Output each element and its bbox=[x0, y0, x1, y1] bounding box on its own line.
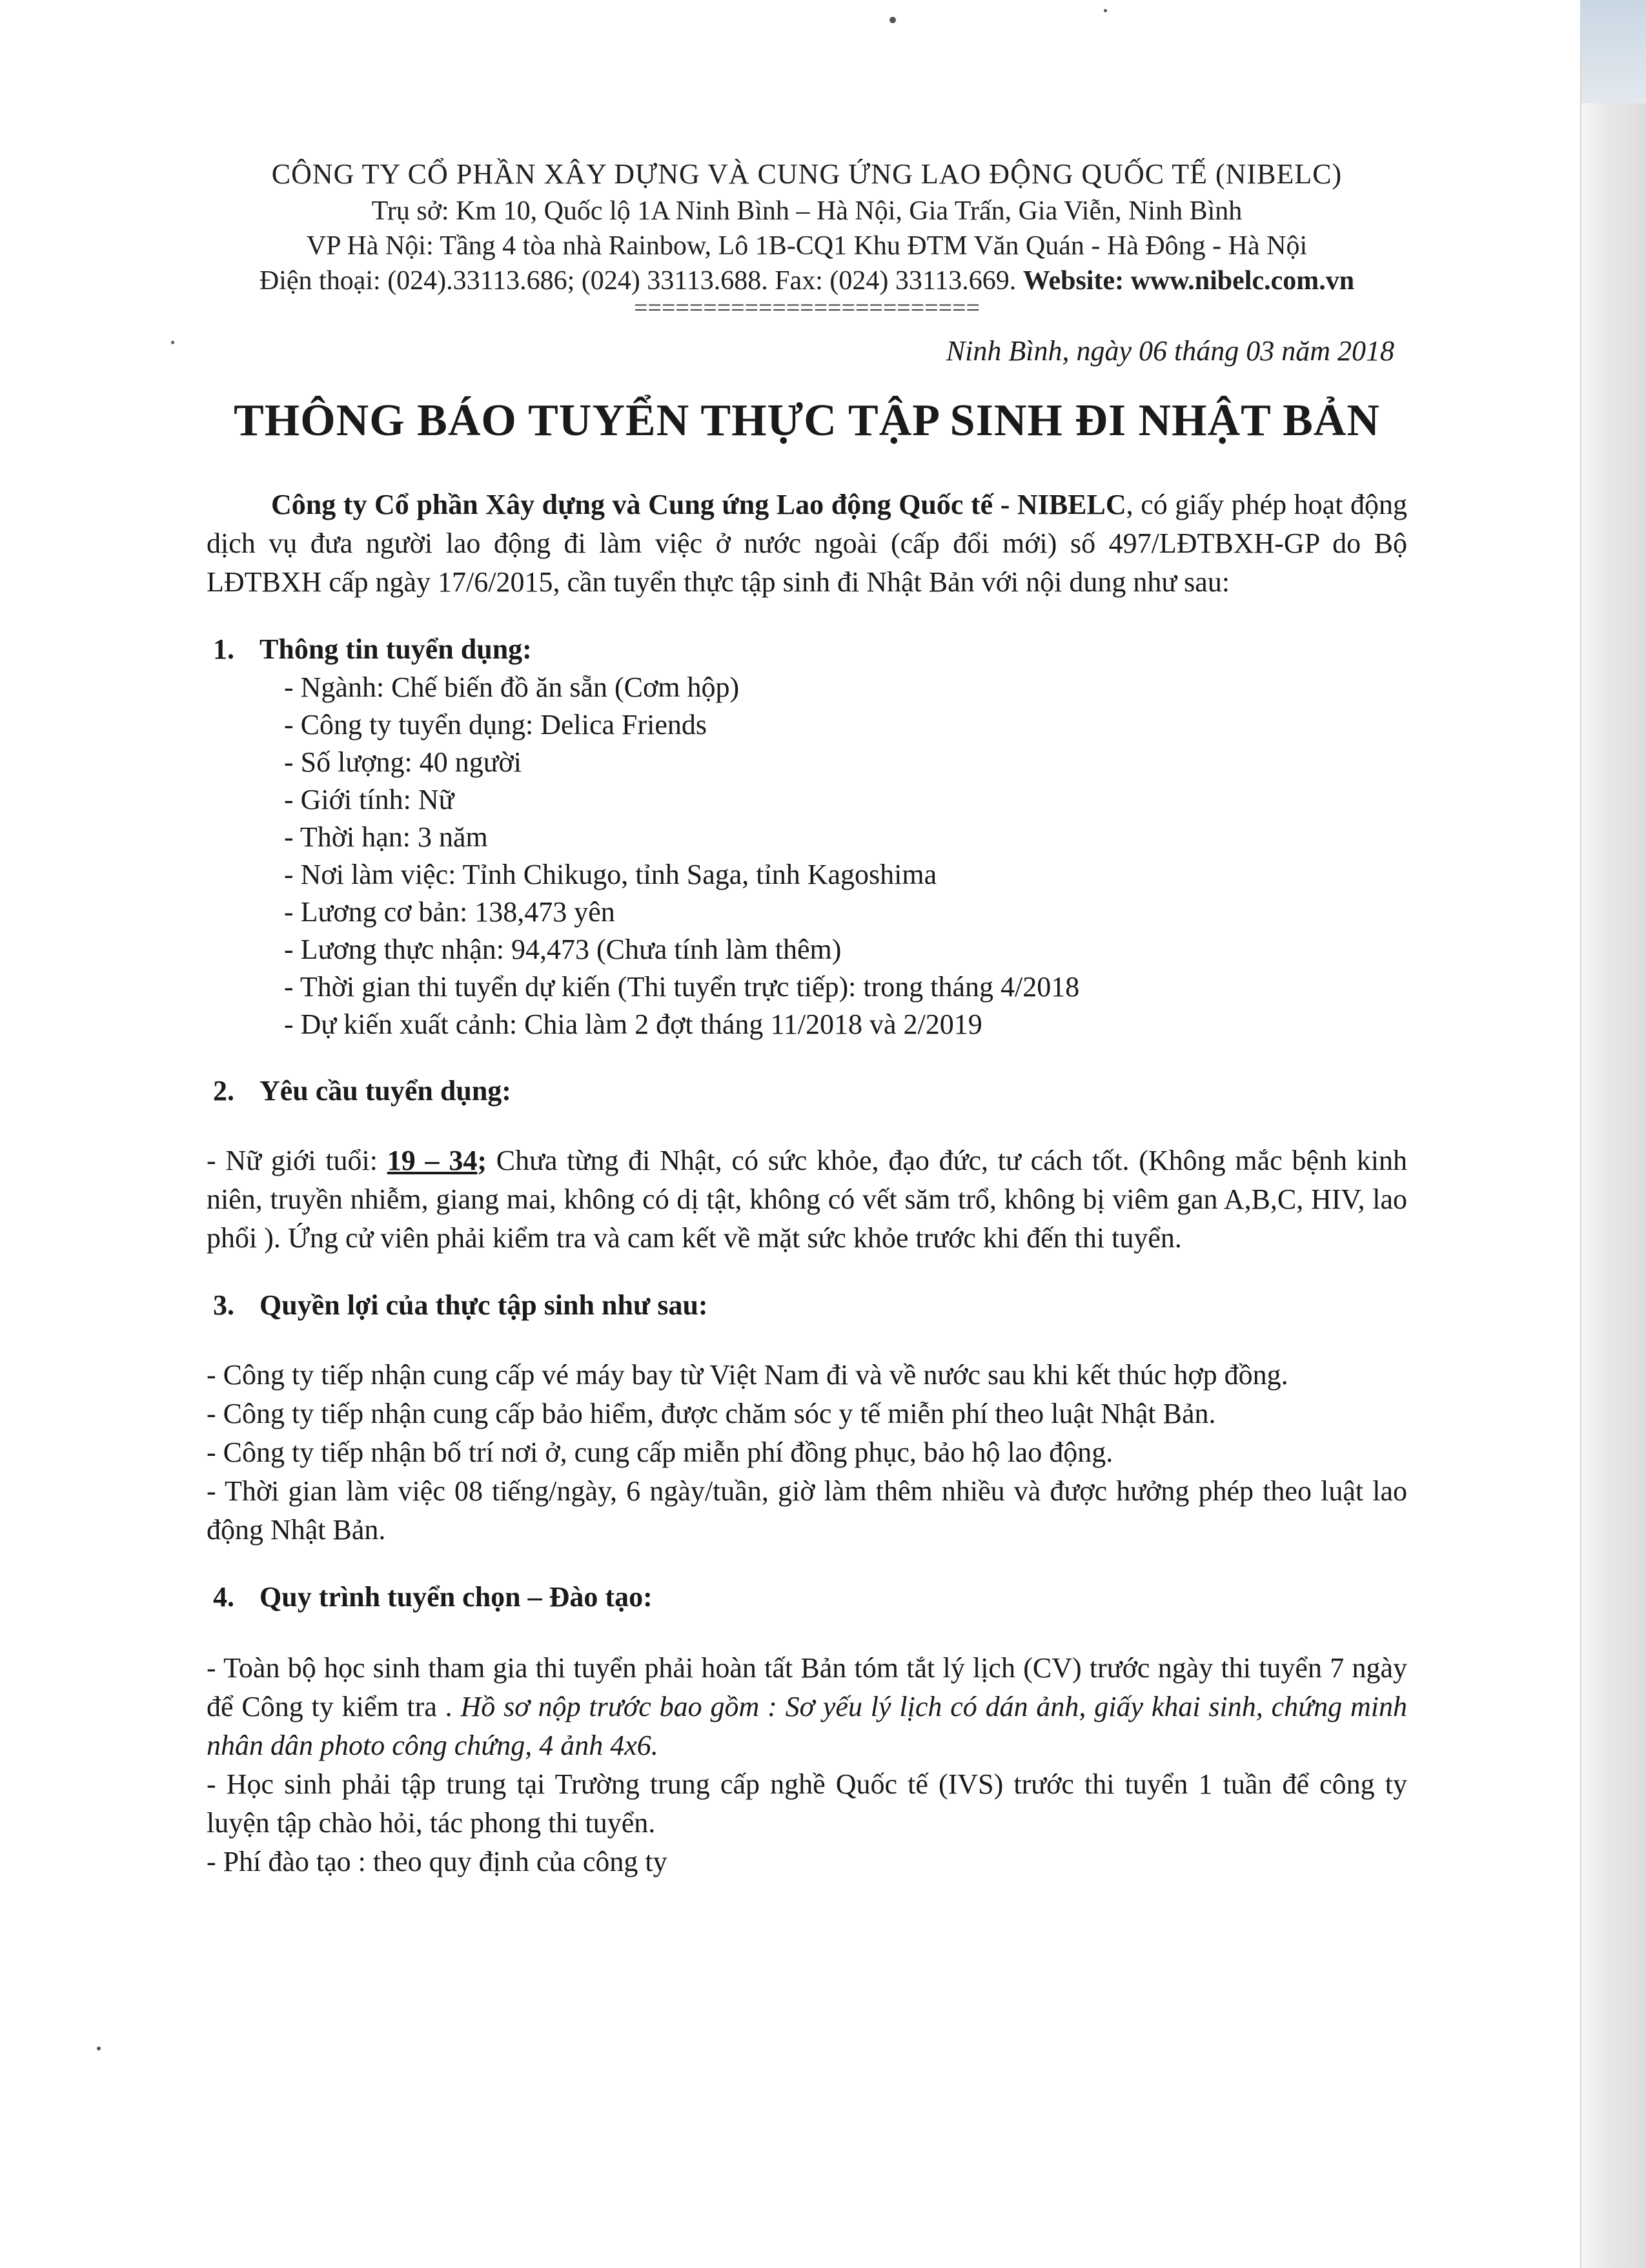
scan-speck bbox=[97, 2047, 101, 2050]
list-item bbox=[207, 1649, 1407, 1765]
hanoi-office-address: VP Hà Nội: Tầng 4 tòa nhà Rainbow, Lô 1B-CQ1 Khu ĐTM Văn Quán - Hà Đông - Hà Nội bbox=[306, 231, 1308, 261]
recruitment-info-list bbox=[207, 669, 1407, 1043]
section-process bbox=[207, 1578, 1407, 1881]
list-item: - Số lượng: 40 người bbox=[284, 746, 522, 778]
section-heading bbox=[207, 1578, 1407, 1617]
process-text: - Toàn bộ học sinh tham gia thi tuyển phải hoàn tất Bản tóm tắt lý lịch (CV) trước ngày thi tuyển 7 ngày để Công ty kiểm tra . bbox=[207, 1652, 1407, 1722]
list-item: - Công ty tiếp nhận bố trí nơi ở, cung cấp miễn phí đồng phục, bảo hộ lao động. bbox=[207, 1436, 1113, 1468]
section-number: 2. bbox=[213, 1075, 234, 1107]
list-item: - Lương thực nhận: 94,473 (Chưa tính làm thêm) bbox=[284, 934, 842, 965]
section-title: Yêu cầu tuyển dụng: bbox=[259, 1075, 511, 1107]
list-item: - Học sinh phải tập trung tại Trường trung cấp nghề Quốc tế (IVS) trước thi tuyển 1 tuần để công ty luyện tập chào hỏi, tác phong thi tuyển. bbox=[207, 1768, 1407, 1839]
head-office-address: Trụ sở: Km 10, Quốc lộ 1A Ninh Bình – Hà Nội, Gia Trấn, Gia Viễn, Ninh Bình bbox=[371, 196, 1243, 226]
list-item: - Lương cơ bản: 138,473 yên bbox=[284, 896, 615, 928]
requirements-text bbox=[207, 1141, 1407, 1258]
scan-speck bbox=[889, 17, 896, 23]
scan-speck bbox=[171, 341, 174, 344]
age-range: 19 – 34 bbox=[387, 1145, 478, 1176]
list-item: - Thời hạn: 3 năm bbox=[284, 821, 488, 853]
header-divider: ========================= bbox=[634, 298, 980, 318]
list-item: - Phí đào tạo : theo quy định của công ty bbox=[207, 1846, 667, 1877]
documents-required: Hồ sơ nộp trước bao gồm : Sơ yếu lý lịch có dán ảnh, giấy khai sinh, chứng minh nhân dân photo công chứng, 4 ảnh 4x6. bbox=[207, 1691, 1407, 1761]
company-name: CÔNG TY CỔ PHẦN XÂY DỰNG VÀ CUNG ỨNG LAO ĐỘNG QUỐC TẾ (NIBELC) bbox=[271, 158, 1343, 190]
section-number: 3. bbox=[213, 1289, 234, 1321]
intro-text: , có giấy phép hoạt động dịch vụ đưa người lao động đi làm việc ở nước ngoài (cấp đổi mới) số 497/LĐTBXH-GP do Bộ LĐTBXH cấp ngày 17/6/2015, cần tuyển thực tập sinh đi Nhật Bản với nội dung như sau: bbox=[207, 489, 1407, 598]
list-item: - Giới tính: Nữ bbox=[284, 784, 454, 815]
intro-company: Công ty Cổ phần Xây dựng và Cung ứng Lao động Quốc tế - NIBELC bbox=[271, 489, 1126, 520]
intro-paragraph bbox=[207, 485, 1407, 602]
document-page bbox=[207, 155, 1407, 1881]
list-item: - Nơi làm việc: Tỉnh Chikugo, tỉnh Saga, tỉnh Kagoshima bbox=[284, 859, 937, 890]
contact-line bbox=[207, 263, 1407, 298]
requirements-block bbox=[207, 1141, 1407, 1258]
age-prefix: - Nữ giới tuổi: bbox=[207, 1145, 387, 1176]
section-recruitment-info bbox=[207, 630, 1407, 1043]
scan-speck bbox=[1104, 9, 1107, 12]
section-title: Thông tin tuyển dụng: bbox=[259, 633, 532, 665]
requirements-rest: Chưa từng đi Nhật, có sức khỏe, đạo đức, tư cách tốt. (Không mắc bệnh kinh niên, truyền nhiễm, giang mai, không có dị tật, không có vết săm trổ, không bị viêm gan A,B,C, HIV, lao phổi ). Ứng cử viên phải kiểm tra và cam kết về mặt sức khỏe trước khi đến thi tuyển. bbox=[207, 1145, 1408, 1254]
list-item: - Thời gian làm việc 08 tiếng/ngày, 6 ngày/tuần, giờ làm thêm nhiều và được hưởng phép theo luật lao động Nhật Bản. bbox=[207, 1475, 1407, 1546]
letterhead bbox=[207, 155, 1407, 318]
benefits-list bbox=[207, 1356, 1407, 1549]
section-heading bbox=[207, 1072, 1407, 1110]
section-benefits bbox=[207, 1286, 1407, 1549]
age-semicolon: ; bbox=[477, 1145, 487, 1176]
section-requirements bbox=[207, 1072, 1407, 1258]
list-item: - Công ty tuyển dụng: Delica Friends bbox=[284, 709, 707, 741]
notice-title: THÔNG BÁO TUYỂN THỰC TẬP SINH ĐI NHẬT BẢN bbox=[234, 396, 1380, 445]
process-list bbox=[207, 1649, 1407, 1881]
list-item: - Công ty tiếp nhận cung cấp bảo hiểm, được chăm sóc y tế miễn phí theo luật Nhật Bản. bbox=[207, 1398, 1216, 1429]
section-heading bbox=[207, 630, 1407, 669]
scan-edge-mark bbox=[1581, 0, 1646, 103]
section-title: Quy trình tuyển chọn – Đào tạo: bbox=[259, 1581, 653, 1613]
list-item: - Ngành: Chế biến đồ ăn sẵn (Cơm hộp) bbox=[284, 671, 740, 703]
list-item: - Công ty tiếp nhận cung cấp vé máy bay từ Việt Nam đi và về nước sau khi kết thúc hợp đồng. bbox=[207, 1359, 1288, 1391]
section-title: Quyền lợi của thực tập sinh như sau: bbox=[259, 1289, 708, 1321]
section-number: 1. bbox=[213, 633, 234, 665]
phone-fax: Điện thoại: (024).33113.686; (024) 33113.688. Fax: (024) 33113.669. bbox=[259, 266, 1017, 296]
list-item: - Dự kiến xuất cảnh: Chia làm 2 đợt tháng 11/2018 và 2/2019 bbox=[284, 1008, 982, 1040]
scan-page-edge bbox=[1580, 0, 1646, 2268]
section-number: 4. bbox=[213, 1581, 234, 1613]
website: Website: www.nibelc.com.vn bbox=[1022, 266, 1355, 296]
section-heading bbox=[207, 1286, 1407, 1325]
date-line: Ninh Bình, ngày 06 tháng 03 năm 2018 bbox=[946, 335, 1394, 367]
list-item: - Thời gian thi tuyển dự kiến (Thi tuyển trực tiếp): trong tháng 4/2018 bbox=[284, 971, 1080, 1003]
